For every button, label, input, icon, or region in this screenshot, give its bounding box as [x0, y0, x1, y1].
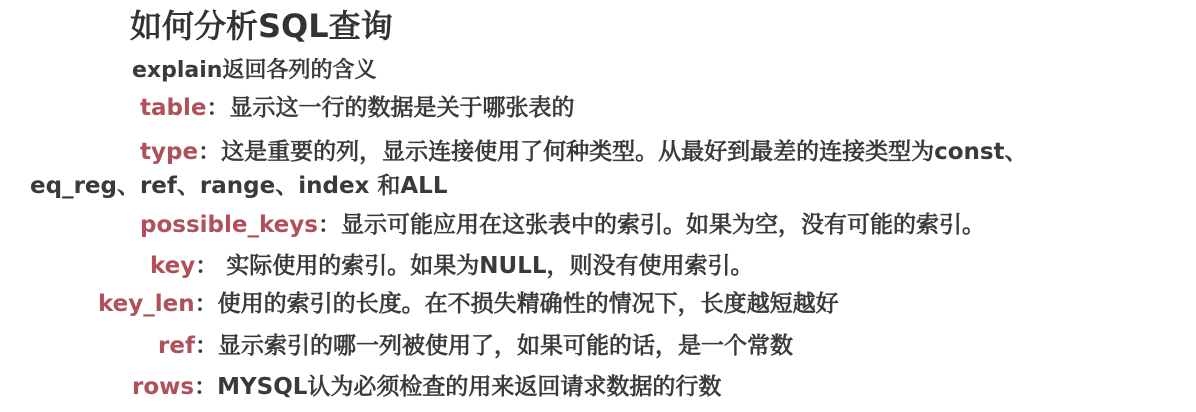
row-rows [132, 371, 721, 403]
desc-key-len: ：使用的索引的长度。在不损失精确性的情况下，长度越短越好 [194, 291, 839, 317]
desc-possible-keys: ：显示可能应用在这张表中的索引。如果为空，没有可能的索引。 [317, 212, 985, 238]
desc-type: ：这是重要的列，显示连接使用了何种类型。从最好到最差的连接类型为const、 [198, 139, 1028, 165]
row-key [150, 250, 754, 282]
term-rows: rows [132, 374, 195, 400]
term-key: key [150, 253, 196, 279]
desc-ref: ：显示索引的哪一列被使用了，如果可能的话，是一个常数 [194, 333, 793, 359]
row-key-len [98, 288, 839, 320]
term-possible-keys: possible_keys [140, 212, 318, 238]
desc-type-continued: eq_reg、ref、range、index 和ALL [30, 173, 448, 199]
desc-table: ：显示这一行的数据是关于哪张表的 [206, 95, 575, 121]
row-table [140, 92, 574, 124]
subtitle: explain返回各列的含义 [132, 58, 377, 83]
term-table: table [140, 95, 207, 121]
term-type: type [140, 139, 199, 165]
row-ref [158, 330, 793, 362]
row-possible-keys [140, 209, 985, 241]
desc-rows: ：MYSQL认为必须检查的用来返回请求数据的行数 [194, 374, 722, 400]
term-ref: ref [158, 333, 195, 359]
term-key-len: key_len [98, 291, 195, 317]
row-type [140, 136, 1028, 168]
desc-key: ： 实际使用的索引。如果为NULL，则没有使用索引。 [195, 253, 754, 279]
page-title: 如何分析SQL查询 [130, 7, 393, 45]
